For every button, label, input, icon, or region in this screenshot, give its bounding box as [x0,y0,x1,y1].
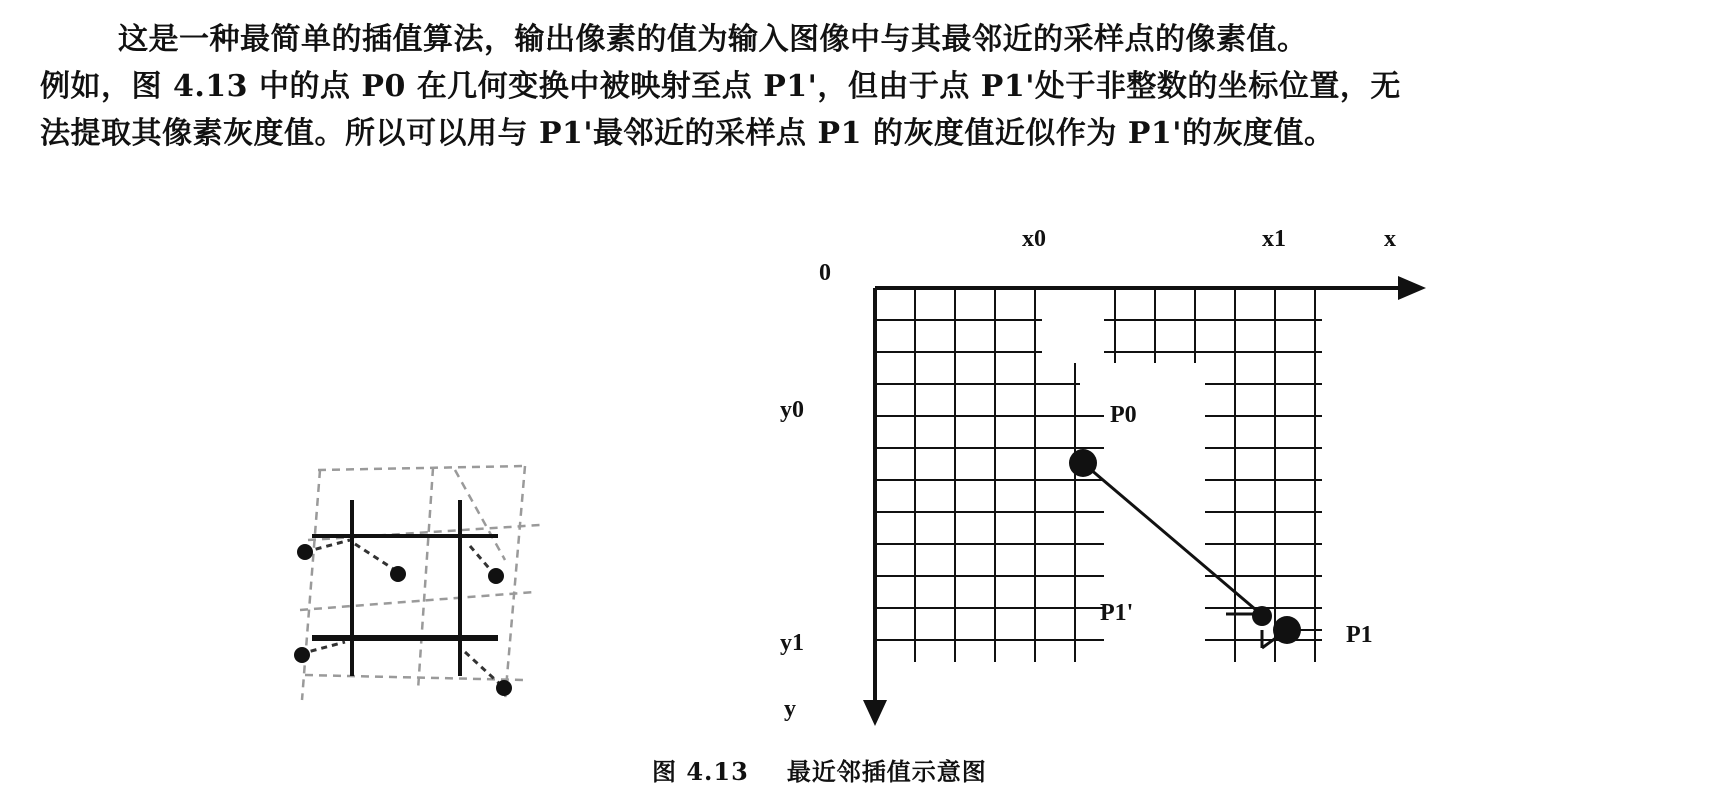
dashed-transformed-grid [300,466,540,700]
x0-label: x0 [1022,226,1046,252]
p1-prime-label: P1' [1100,600,1134,626]
grid-mask-right [1322,288,1352,668]
y-axis-label: y [784,696,796,722]
y-axis-arrowhead [863,700,887,726]
rotated-grid-diagram [294,466,540,700]
mapping-arrows [300,540,502,686]
y0-label: y0 [780,397,804,423]
origin-label: 0 [819,260,831,286]
point-p0 [1069,449,1097,477]
p0-label: P0 [1110,402,1137,428]
caption-title: 最近邻插值示意图 [786,757,987,786]
paragraph-line-2: 例如，图 4.13 中的点 P0 在几何变换中被映射至点 P1'，但由于点 P1'处于非整数的坐标位置，无 [40,69,1401,104]
p1-label: P1 [1346,622,1373,648]
paragraph-line-1: 这是一种最简单的插值算法，输出像素的值为输入图像中与其最邻近的采样点的像素值。 [118,22,1308,57]
x-axis-arrowhead [1398,276,1426,300]
x1-label: x1 [1262,226,1286,252]
paragraph-line-3: 法提取其像素灰度值。所以可以用与 P1'最邻近的采样点 P1 的灰度值近似作为 P1'的灰度值。 [40,116,1335,151]
x-axis-label: x [1384,226,1396,252]
grid-mask-top [1042,288,1104,363]
point-p1 [1273,616,1301,644]
solid-pixel-grid [312,500,498,676]
figure-caption [652,752,987,787]
grid-mask-notch [1080,363,1104,391]
sample-dots [294,544,512,696]
point-p1-prime [1252,606,1272,626]
caption-number: 图 4.13 [652,757,749,786]
nearest-neighbor-diagram [780,226,1426,726]
y1-label: y1 [780,630,804,656]
